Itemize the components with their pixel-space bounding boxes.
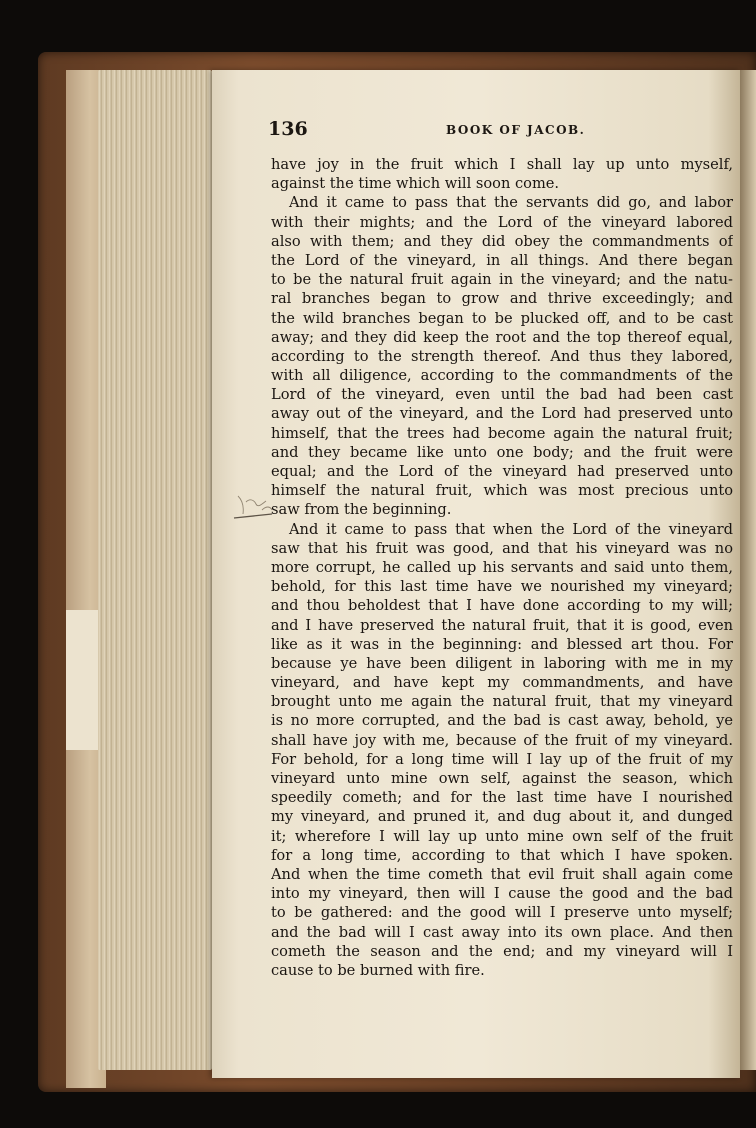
facing-page-edge — [740, 70, 756, 1070]
page-number: 136 — [268, 118, 308, 140]
text-line: the wild branches began to be plucked off, and to be cast — [271, 309, 733, 327]
text-line: cometh the season and the end; and my vineyard will I — [271, 942, 733, 960]
text-line: Lord of the vineyard, even until the bad had been cast — [271, 386, 733, 404]
page-edges — [98, 70, 212, 1070]
text-line: vineyard unto mine own self, against the season, which — [271, 770, 733, 787]
text-line: is no more corrupted, and the bad is cast away, behold, ye — [271, 712, 733, 730]
text-line: cause to be burned with fire. — [271, 961, 485, 979]
text-line: brought unto me again the natural fruit, that my vineyard — [271, 693, 733, 711]
text-line: shall have joy with me, because of the fruit of my vineyard. — [271, 731, 733, 749]
text-line: away; and they did keep the root and the top thereof equal, — [271, 328, 733, 346]
text-line: and thou beholdest that I have done according to my will; — [271, 597, 733, 615]
text-line: also with them; and they did obey the commandments of — [271, 232, 733, 250]
text-line: it; wherefore I will lay up unto mine own self of the fruit — [271, 827, 733, 845]
text-line: have joy in the fruit which I shall lay up unto myself, — [271, 156, 733, 173]
text-line: to be gathered: and the good will I preserve unto myself; — [271, 904, 733, 922]
text-line: according to the strength thereof. And thus they labored, — [271, 347, 733, 365]
text-line: vineyard, and have kept my commandments, and have — [271, 674, 733, 692]
text-line: because ye have been diligent in laboring with me in my — [271, 654, 733, 672]
text-line: And when the time cometh that evil fruit shall again come — [271, 865, 733, 883]
text-line: saw that his fruit was good, and that his vineyard was no — [271, 539, 733, 557]
text-line: equal; and the Lord of the vineyard had preserved unto — [271, 463, 733, 480]
text-line: into my vineyard, then will I cause the good and the bad — [271, 885, 733, 903]
text-line: For behold, for a long time will I lay up of the fruit of my — [271, 750, 733, 768]
text-line: for a long time, according to that which I have spoken. — [271, 846, 733, 864]
body-text — [271, 155, 733, 980]
text-line: And it came to pass that the servants did go, and labor — [289, 194, 733, 212]
text-line: with their mights; and the Lord of the vineyard labored — [271, 213, 733, 231]
page-header — [268, 118, 738, 148]
text-line: the Lord of the vineyard, in all things. And there began — [271, 251, 733, 269]
text-line: and I have preserved the natural fruit, that it is good, even — [271, 616, 733, 634]
text-line: like as it was in the beginning: and blessed art thou. For — [271, 635, 733, 653]
text-line: speedily cometh; and for the last time have I nourished — [271, 789, 733, 807]
text-line: And it came to pass that when the Lord of the vineyard — [289, 520, 733, 538]
text-line: himself, that the trees had become again the natural fruit; — [271, 424, 733, 442]
text-line: himself the natural fruit, which was most precious unto — [271, 482, 733, 500]
text-line: to be the natural fruit again in the vineyard; and the natu- — [271, 271, 733, 289]
text-line: away out of the vineyard, and the Lord had preserved unto — [271, 405, 733, 423]
text-line: more corrupt, he called up his servants and said unto them, — [271, 558, 733, 576]
text-line: ral branches began to grow and thrive exceedingly; and — [271, 290, 733, 308]
text-line: and the bad will I cast away into its own place. And then — [271, 923, 733, 941]
text-line: against the time which will soon come. — [271, 175, 560, 193]
text-line: with all diligence, according to the commandments of the — [271, 367, 733, 385]
text-line: behold, for this last time have we nourished my vineyard; — [271, 578, 733, 596]
text-line: and they became like unto one body; and the fruit were — [271, 443, 733, 461]
text-line: saw from the beginning. — [271, 501, 452, 519]
text-line: my vineyard, and pruned it, and dug about it, and dunged — [271, 808, 733, 826]
running-head: BOOK OF JACOB. — [446, 123, 586, 137]
pencil-annotation-mark — [232, 492, 276, 522]
